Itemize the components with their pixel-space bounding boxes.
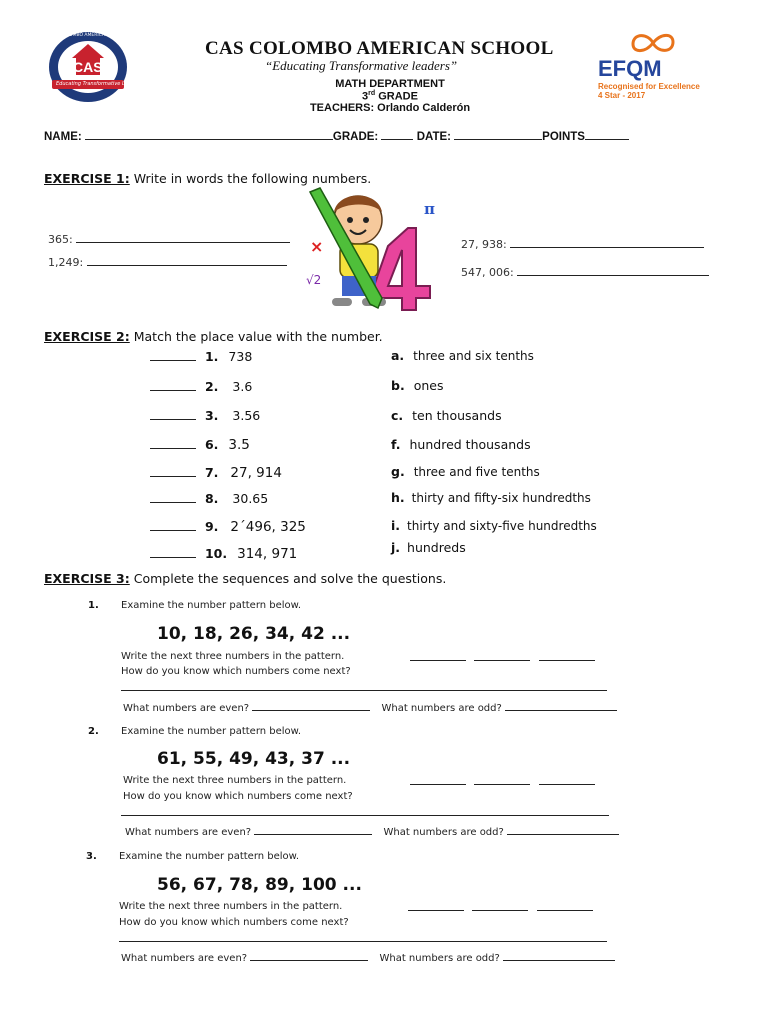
ex2-value: 27, 914 [230, 465, 282, 481]
ex3-odd-blank[interactable] [507, 823, 619, 835]
svg-text:π: π [424, 200, 435, 218]
ex3-explain-line[interactable] [121, 690, 607, 691]
date-label: DATE: [416, 131, 451, 143]
ex1-item-365 [48, 233, 290, 246]
ex2-option [391, 490, 591, 505]
ex3-how-know: How do you know which numbers come next? [123, 791, 353, 802]
ex1-number: 547, 006: [461, 266, 514, 279]
ex2-option-text: three and six tenths [413, 349, 534, 363]
exercise1-heading [44, 168, 371, 187]
ex3-even-blank[interactable] [252, 699, 370, 711]
ex2-index: 3. [204, 408, 219, 423]
ex3-write-next: Write the next three numbers in the pattern. [123, 775, 347, 786]
ex3-pattern: 56, 67, 78, 89, 100 ... [157, 875, 362, 895]
ex2-index: 7. [204, 465, 219, 480]
ex3-write-next: Write the next three numbers in the pattern. [119, 901, 343, 912]
ex2-index: 10. [204, 546, 228, 561]
ex2-option-text: three and five tenths [413, 465, 540, 479]
ex2-index: 2. [204, 379, 219, 394]
ex3-explain-line[interactable] [119, 941, 607, 942]
ex2-number-row [150, 437, 250, 453]
efqm-logo [598, 30, 718, 100]
school-motto: “Educating Transformative leaders” [265, 58, 458, 73]
ex2-blank[interactable] [150, 349, 196, 361]
ex3-odd-blank[interactable] [503, 949, 615, 961]
ex3-next-blank[interactable] [410, 784, 466, 785]
ex3-even-blank[interactable] [250, 949, 368, 961]
ex2-value: 314, 971 [237, 546, 298, 562]
ex2-option [391, 437, 531, 452]
ex2-blank[interactable] [150, 546, 196, 558]
ex1-item-547006 [461, 266, 709, 279]
ex2-number-row [150, 519, 306, 535]
exercise3-label: EXERCISE 3: [44, 571, 130, 586]
ex3-even-question [125, 823, 619, 838]
ex3-odd-blank[interactable] [505, 699, 617, 711]
ex2-blank[interactable] [150, 379, 196, 391]
logo-ribbon-text: Educating Transformative Leaders [56, 81, 142, 87]
ex2-option-text: thirty and fifty-six hundredths [411, 491, 591, 505]
ex3-pattern: 61, 55, 49, 43, 37 ... [157, 749, 351, 769]
ex2-option-letter: c. [391, 408, 404, 423]
ex2-number-row [150, 465, 282, 481]
ex2-value: 30.65 [232, 491, 269, 506]
ex2-value: 3.6 [232, 379, 253, 394]
ex3-odd-label: What numbers are odd? [381, 703, 502, 714]
grade-field[interactable] [381, 128, 413, 140]
ex2-option-text: thirty and sixty-five hundredths [407, 519, 597, 533]
ex2-option [391, 464, 540, 479]
points-field[interactable] [585, 128, 629, 140]
exercise2-heading [44, 326, 383, 345]
ex3-next-blank[interactable] [410, 660, 466, 661]
ex2-option-letter: h. [391, 490, 405, 505]
ex2-number-row [150, 491, 268, 506]
ex3-explain-line[interactable] [121, 815, 609, 816]
ex3-even-blank[interactable] [254, 823, 372, 835]
ex3-next-blank[interactable] [472, 910, 528, 911]
ex2-blank[interactable] [150, 491, 196, 503]
name-bar [44, 128, 629, 143]
ex3-odd-label: What numbers are odd? [379, 953, 500, 964]
logo-ring-text: COLOMBO AMERICAN SCHOOL [60, 33, 129, 38]
grade-number: 3 [362, 90, 369, 103]
ex2-number-row [150, 408, 260, 423]
ex1-item-1249 [48, 256, 287, 269]
ex2-option-letter: a. [391, 348, 405, 363]
ex2-option-text: hundreds [407, 540, 466, 555]
ex2-option [391, 518, 597, 533]
ex1-answer-line[interactable] [510, 239, 704, 248]
ex3-examine: Examine the number pattern below. [121, 600, 302, 611]
school-logo [46, 30, 142, 104]
ex1-answer-line[interactable] [76, 234, 290, 243]
ex2-blank[interactable] [150, 408, 196, 420]
teachers: TEACHERS: Orlando Calderón [309, 102, 471, 114]
ex2-value: 3.56 [232, 408, 261, 423]
ex2-index: 8. [204, 491, 219, 506]
ex3-even-question [121, 949, 615, 964]
efqm-title: EFQM [598, 56, 662, 81]
ex2-option-text: ones [413, 378, 444, 393]
ex3-how-know: How do you know which numbers come next? [119, 917, 349, 928]
ex1-item-27938 [461, 238, 704, 251]
ex3-even-label: What numbers are even? [123, 703, 250, 714]
ex3-next-blank[interactable] [474, 784, 530, 785]
ex2-index: 1. [204, 349, 219, 364]
ex2-blank[interactable] [150, 519, 196, 531]
ex1-number: 365: [48, 233, 73, 246]
ex3-examine: Examine the number pattern below. [121, 726, 302, 737]
ex2-option-letter: f. [391, 437, 401, 452]
svg-text:×: × [310, 237, 324, 256]
ex3-even-question [123, 699, 617, 714]
ex2-option-text: ten thousands [412, 408, 502, 423]
exercise1-instruction: Write in words the following numbers. [129, 171, 372, 186]
ex2-option-text: hundred thousands [409, 437, 531, 452]
grade-label: GRADE: [332, 131, 379, 143]
efqm-stars: 4 Star - 2017 [598, 91, 646, 100]
ex2-number-row [150, 379, 252, 394]
logo-abbrev: CAS [73, 59, 103, 75]
efqm-infinity-icon [628, 30, 678, 56]
grade-heading [260, 90, 520, 103]
ex3-even-label: What numbers are even? [121, 953, 248, 964]
points-label: POINTS [542, 131, 585, 143]
ex3-next-blank[interactable] [474, 660, 530, 661]
ex1-number: 27, 938: [461, 238, 507, 251]
ex1-answer-line[interactable] [517, 267, 709, 276]
department: MATH DEPARTMENT [335, 78, 445, 90]
ex2-index: 6. [204, 437, 219, 452]
ex2-value: 738 [228, 349, 253, 364]
grade-suffix: rd [368, 90, 376, 97]
ex2-value: 2´496, 325 [230, 519, 306, 535]
exercise3-instruction: Complete the sequences and solve the questions. [129, 571, 447, 586]
ex3-problem-number: 2. [88, 726, 99, 737]
ex3-pattern: 10, 18, 26, 34, 42 ... [157, 624, 351, 644]
date-field[interactable] [454, 128, 542, 140]
ex3-even-label: What numbers are even? [125, 827, 252, 838]
exercise2-label: EXERCISE 2: [44, 329, 130, 344]
name-field[interactable] [85, 128, 333, 140]
ex1-answer-line[interactable] [87, 257, 287, 266]
ex3-examine: Examine the number pattern below. [119, 851, 300, 862]
ex3-write-next: Write the next three numbers in the pattern. [121, 651, 345, 662]
ex2-option [391, 378, 443, 393]
efqm-recognised: Recognised for Excellence [598, 82, 700, 91]
ex3-next-blank[interactable] [539, 784, 595, 785]
exercise2-instruction: Match the place value with the number. [129, 329, 383, 344]
ex2-number-row [150, 546, 297, 562]
ex3-next-blank[interactable] [408, 910, 464, 911]
ex3-problem-number: 3. [86, 851, 97, 862]
ex2-index: 9. [204, 519, 219, 534]
school-name: CAS COLOMBO AMERICAN SCHOOL [205, 38, 554, 59]
ex2-option-letter: g. [391, 464, 405, 479]
svg-text:√2: √2 [306, 273, 322, 287]
ex2-option-letter: b. [391, 378, 405, 393]
ex2-option [391, 408, 502, 423]
exercise3-heading [44, 568, 446, 587]
exercise1-label: EXERCISE 1: [44, 171, 130, 186]
ex3-how-know: How do you know which numbers come next? [121, 666, 351, 677]
ex3-problem-number: 1. [88, 600, 99, 611]
ex1-number: 1,249: [48, 256, 84, 269]
name-label: NAME: [44, 131, 82, 143]
ex2-option [391, 540, 466, 555]
ex3-odd-label: What numbers are odd? [383, 827, 504, 838]
ex2-value: 3.5 [228, 437, 250, 453]
grade-word: GRADE [375, 90, 418, 103]
ex2-option-letter: j. [391, 540, 401, 555]
ex2-number-row [150, 349, 252, 364]
ex2-blank[interactable] [150, 437, 196, 449]
math-cartoon-illustration [296, 186, 448, 314]
ex3-next-blank[interactable] [539, 660, 595, 661]
ex3-next-blank[interactable] [537, 910, 593, 911]
ex2-blank[interactable] [150, 465, 196, 477]
ex2-option-letter: i. [391, 518, 401, 533]
ex2-option [391, 348, 534, 363]
